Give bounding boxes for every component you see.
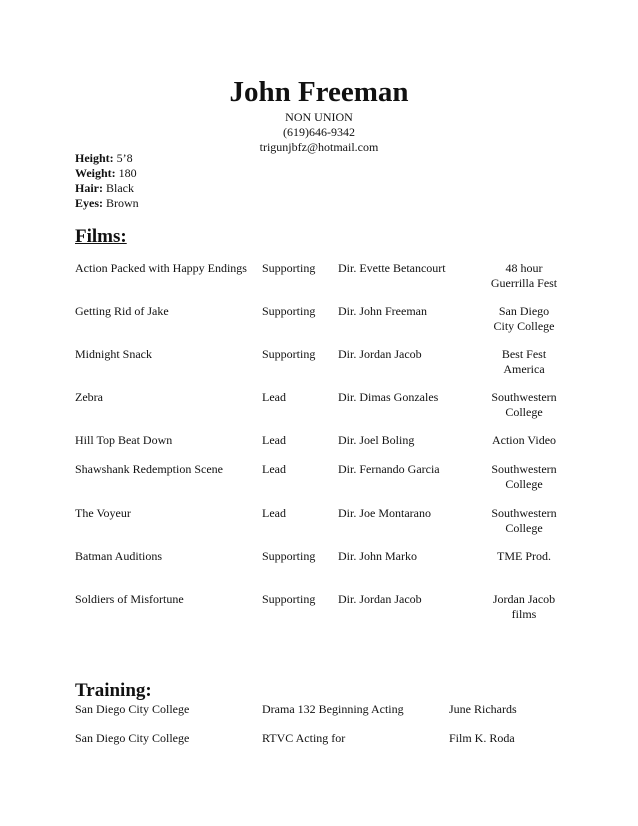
film-title: Batman Auditions	[75, 549, 162, 563]
film-role: Lead	[262, 462, 286, 476]
film-role: Supporting	[262, 261, 316, 275]
training-school: San Diego City College	[75, 702, 190, 716]
training-instructor: Film K. Roda	[449, 731, 515, 745]
film-director: Dir. Jordan Jacob	[338, 347, 422, 361]
film-company-line1: Jordan Jacob	[492, 592, 556, 606]
film-company	[478, 390, 570, 420]
film-director: Dir. Fernando Garcia	[338, 462, 440, 476]
film-company	[478, 433, 570, 448]
film-title: Getting Rid of Jake	[75, 304, 169, 318]
film-title: Midnight Snack	[75, 347, 152, 361]
film-company-line2: films	[511, 607, 537, 621]
stat-value: 180	[115, 166, 137, 180]
stat-eyes	[75, 196, 139, 211]
film-company	[478, 347, 570, 377]
stat-label: Hair:	[75, 181, 103, 195]
film-role: Lead	[262, 390, 286, 404]
film-company-line2: College	[505, 405, 543, 419]
film-title: Hill Top Beat Down	[75, 433, 173, 447]
film-role: Supporting	[262, 549, 316, 563]
film-company-line2: College	[505, 477, 543, 491]
film-company-line1: TME Prod.	[497, 549, 551, 563]
stat-value: Black	[103, 181, 134, 195]
stat-label: Weight:	[75, 166, 116, 180]
stat-value: 5’8	[113, 151, 133, 165]
film-company-line2: College	[505, 521, 543, 535]
film-role: Supporting	[262, 592, 316, 606]
phone-number: (619)646-9342	[283, 125, 355, 139]
film-company	[478, 261, 570, 291]
training-school: San Diego City College	[75, 731, 190, 745]
film-company	[478, 304, 570, 334]
film-company-line1: Southwestern	[491, 462, 557, 476]
film-title: Zebra	[75, 390, 103, 404]
actor-name: John Freeman	[229, 76, 409, 108]
film-company-line1: 48 hour	[505, 261, 543, 275]
film-title: Action Packed with Happy Endings	[75, 261, 247, 275]
film-role: Supporting	[262, 304, 316, 318]
films-heading: Films:	[75, 226, 127, 247]
film-company	[478, 506, 570, 536]
film-company-line1: San Diego	[498, 304, 550, 318]
training-instructor: June Richards	[449, 702, 517, 716]
film-company-line2: City College	[493, 319, 555, 333]
film-director: Dir. Dimas Gonzales	[338, 390, 439, 404]
stat-label: Height:	[75, 151, 114, 165]
film-director: Dir. John Freeman	[338, 304, 427, 318]
film-title: The Voyeur	[75, 506, 131, 520]
film-title: Soldiers of Misfortune	[75, 592, 184, 606]
training-course: Drama 132 Beginning Acting	[262, 702, 404, 716]
film-director: Dir. Evette Betancourt	[338, 261, 446, 275]
union-status: NON UNION	[285, 110, 353, 124]
stat-value: Brown	[103, 196, 139, 210]
stat-height	[75, 151, 133, 166]
film-company-line2: America	[503, 362, 545, 376]
film-company-line1: Southwestern	[491, 390, 557, 404]
film-director: Dir. Joel Boling	[338, 433, 415, 447]
film-director: Dir. Joe Montarano	[338, 506, 431, 520]
email-address: trigunjbfz@hotmail.com	[259, 140, 379, 154]
film-company	[478, 549, 570, 564]
film-role: Lead	[262, 506, 286, 520]
film-role: Lead	[262, 433, 286, 447]
stat-label: Eyes:	[75, 196, 103, 210]
film-company-line1: Action Video	[491, 433, 557, 447]
film-role: Supporting	[262, 347, 316, 361]
film-company	[478, 462, 570, 492]
film-company-line1: Southwestern	[491, 506, 557, 520]
training-heading: Training:	[75, 680, 152, 701]
stat-hair	[75, 181, 134, 196]
film-company	[478, 592, 570, 622]
film-company-line1: Best Fest	[501, 347, 547, 361]
film-director: Dir. John Marko	[338, 549, 417, 563]
training-course: RTVC Acting for	[262, 731, 346, 745]
film-title: Shawshank Redemption Scene	[75, 462, 223, 476]
film-company-line2: Guerrilla Fest	[490, 276, 558, 290]
stat-weight	[75, 166, 137, 181]
film-director: Dir. Jordan Jacob	[338, 592, 422, 606]
